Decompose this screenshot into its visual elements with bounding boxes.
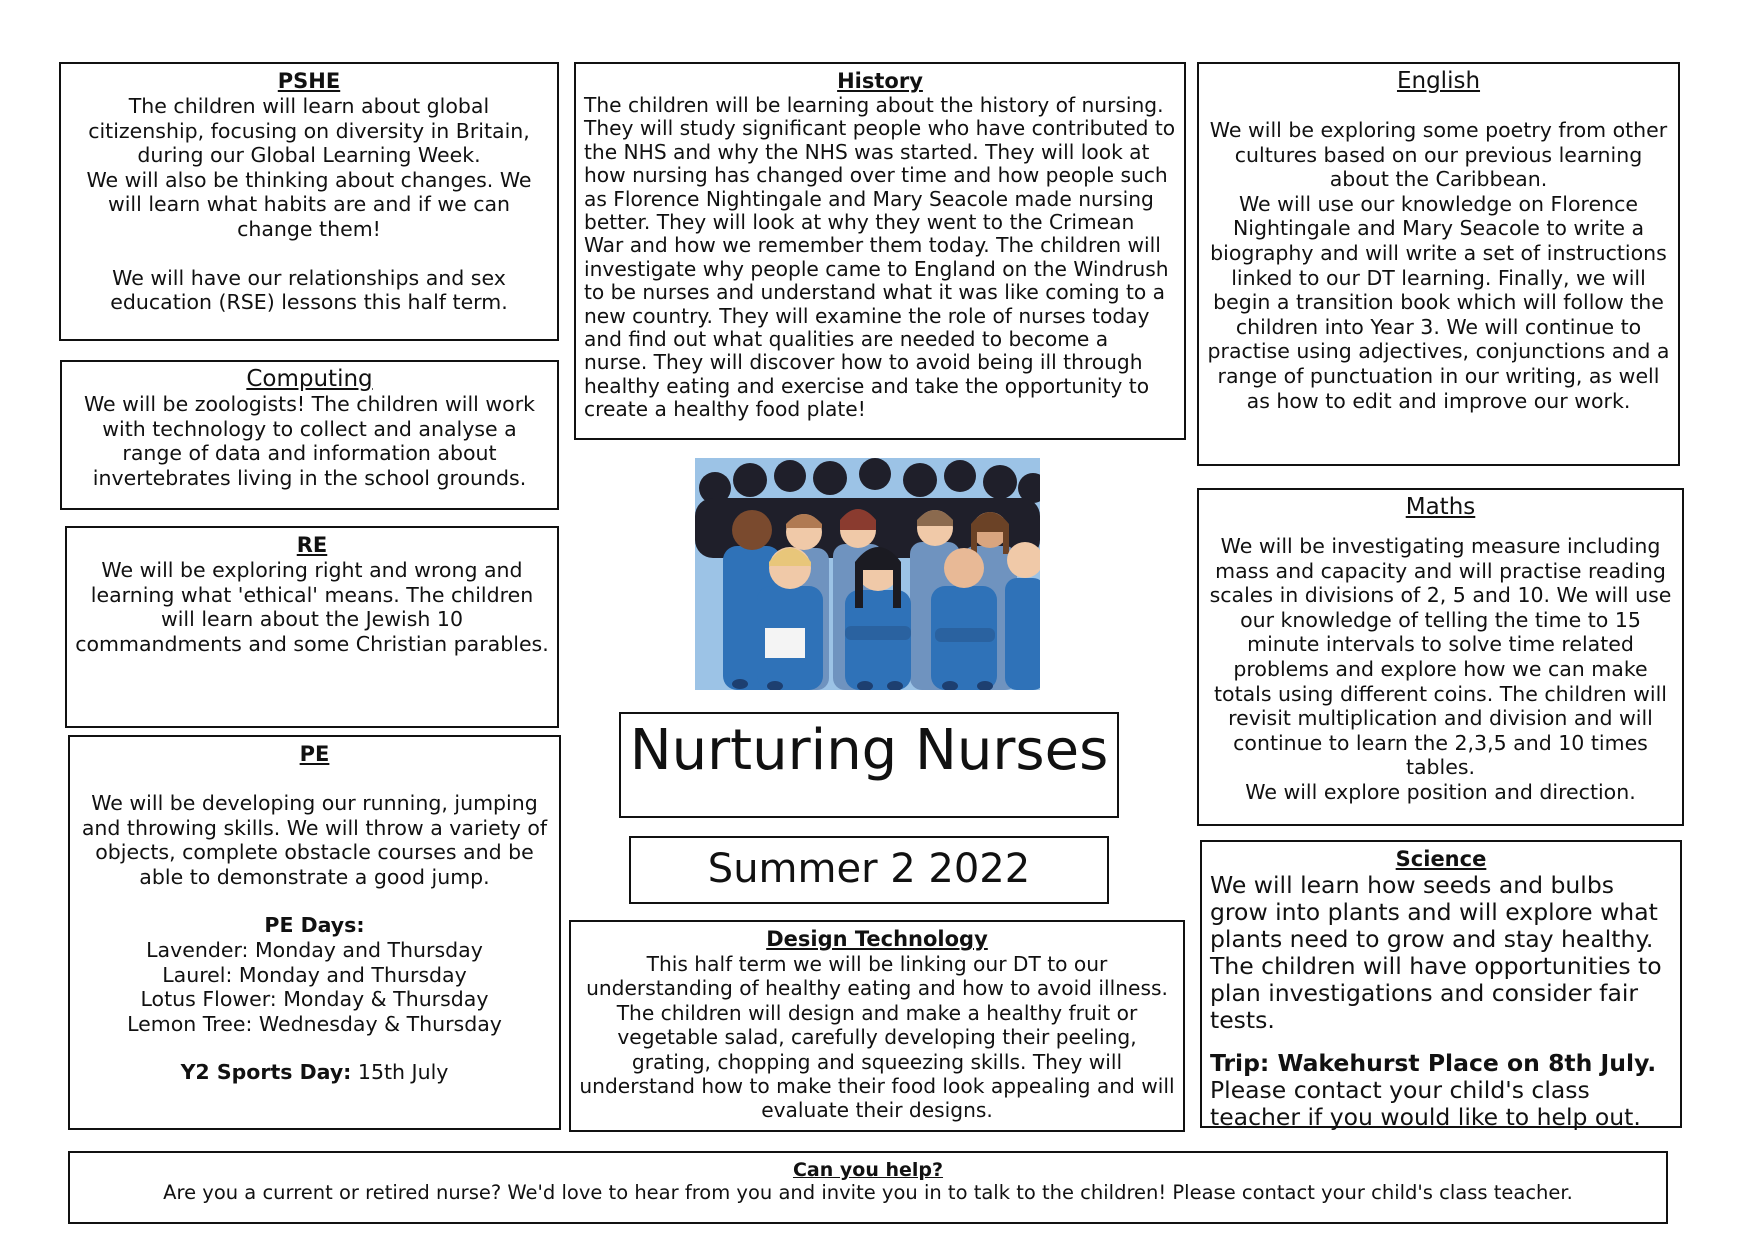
pe-day-item: Lavender: Monday and Thursday xyxy=(146,937,483,962)
history-section xyxy=(574,62,1186,440)
pshe-paragraph: We will have our relationships and sex education (RSE) lessons this half term. xyxy=(110,265,508,315)
english-paragraph: We will use our knowledge on Florence Nightingale and Mary Seacole to write a biography and will write a set of instructions linked to our DT learning. Finally, we will begin a transition book which will follow the children into Year 3. We will continue to practise using adjectives, conjunctions and a range of punctuation in our writing, as well as how to edit and improve our work. xyxy=(1207,191,1670,413)
pe-description: We will be developing our running, jumping and throwing skills. We will throw a variety of objects, complete obstacle courses and be able to demonstrate a good jump. xyxy=(81,791,548,889)
pshe-section xyxy=(59,62,559,341)
sports-day-date: 15th July xyxy=(357,1060,449,1085)
computing-body: We will be zoologists! The children will work with technology to collect and analyse a range of data and information about invertebrates living in the school grounds. xyxy=(83,392,536,490)
newsletter-title: Nurturing Nurses xyxy=(629,718,1109,783)
can-you-help-title: Can you help? xyxy=(792,1159,944,1181)
pshe-paragraph: We will also be thinking about changes. We will learn what habits are and if we can change them! xyxy=(86,167,532,241)
pshe-title: PSHE xyxy=(277,69,341,93)
science-description: We will learn how seeds and bulbs grow into plants and will explore what plants need to grow and stay healthy. The children will have opportunities to plan investigations and consider fair tests. xyxy=(1210,871,1662,1034)
science-section xyxy=(1200,840,1682,1131)
history-body: The children will be learning about the history of nursing. They will study significant people who have contributed to the NHS and why the NHS was started. They will look at how nursing has changed over time and how people such as Florence Nightingale and Mary Seacole made nursing better. They will look at why they went to the Crimean War and how we remember them today. The children will investigate why people came to England on the Windrush to be nurses and understand what it was like coming to a new country. They will examine the role of nurses today and find out what qualities are needed to become a nurse. They will discover how to avoid being ill through healthy eating and exercise and take the opportunity to create a healthy food plate! xyxy=(584,93,1176,422)
pe-day-item: Lotus Flower: Monday & Thursday xyxy=(140,987,489,1012)
re-body: We will be exploring right and wrong and learning what 'ethical' means. The children will learn about the Jewish 10 commandments and some Christian parables. xyxy=(75,558,549,656)
can-you-help-section xyxy=(68,1151,1668,1224)
maths-section xyxy=(1197,488,1684,826)
design-technology-title: Design Technology xyxy=(766,927,988,951)
pe-body xyxy=(78,767,551,1085)
design-technology-body: This half term we will be linking our DT to our understanding of healthy eating and how to avoid illness. The children will design and make a healthy fruit or vegetable salad, carefully developing their peeling, grating, chopping and squeezing skills. They will understand how to make their food look appealing and will evaluate their designs. xyxy=(579,952,1175,1123)
pe-section xyxy=(68,735,561,1130)
pshe-body xyxy=(69,94,549,315)
english-section xyxy=(1197,62,1680,466)
computing-title: Computing xyxy=(246,366,373,392)
design-technology-section xyxy=(569,920,1185,1132)
nurses-group-illustration xyxy=(695,458,1040,690)
term-box xyxy=(629,836,1109,904)
pe-days-heading: PE Days: xyxy=(264,913,365,938)
nurses-illustration-icon xyxy=(695,458,1040,690)
pe-day-item: Lemon Tree: Wednesday & Thursday xyxy=(127,1011,502,1036)
trip-label: Trip: Wakehurst Place on 8th July. xyxy=(1210,1049,1657,1077)
re-section xyxy=(65,526,559,728)
sports-day-label: Y2 Sports Day: xyxy=(180,1060,352,1085)
re-title: RE xyxy=(296,533,328,557)
history-title: History xyxy=(837,69,923,93)
english-title: English xyxy=(1396,68,1481,94)
computing-section xyxy=(60,360,559,510)
term-label: Summer 2 2022 xyxy=(707,846,1031,892)
trip-text: Please contact your child's class teacher if you would like to help out. xyxy=(1210,1076,1641,1131)
pe-day-item: Laurel: Monday and Thursday xyxy=(162,962,467,987)
pshe-paragraph: The children will learn about global citizenship, focusing on diversity in Britain, during our Global Learning Week. xyxy=(88,94,530,168)
science-title: Science xyxy=(1395,847,1487,871)
maths-body xyxy=(1207,520,1674,805)
maths-paragraph: We will be investigating measure including mass and capacity and will practise reading scales in divisions of 2, 5 and 10. We will use our knowledge of telling the time to 15 minute intervals to solve time related problems and explore how we can make totals using different coins. The children will revisit multiplication and division and will continue to learn the 2,3,5 and 10 times tables. xyxy=(1209,534,1672,780)
newsletter-title-box xyxy=(619,712,1119,818)
maths-title: Maths xyxy=(1405,494,1476,520)
maths-paragraph: We will explore position and direction. xyxy=(1245,779,1636,804)
english-body xyxy=(1207,94,1670,413)
sports-day-line xyxy=(78,1060,551,1085)
can-you-help-body: Are you a current or retired nurse? We'd love to hear from you and invite you in to talk to the children! Please contact your child's class teacher. xyxy=(163,1181,1573,1204)
pe-title: PE xyxy=(299,742,330,766)
english-paragraph: We will be exploring some poetry from other cultures based on our previous learning about the Caribbean. xyxy=(1209,118,1668,192)
science-body xyxy=(1210,872,1672,1131)
